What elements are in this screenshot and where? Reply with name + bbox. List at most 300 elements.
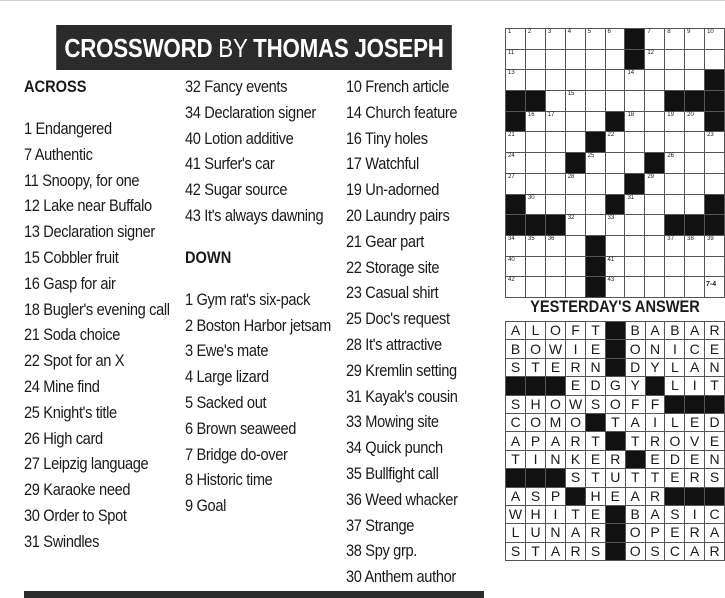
cell-number: 41 bbox=[607, 256, 615, 263]
answer-letter: A bbox=[705, 524, 725, 542]
grid-cell bbox=[525, 173, 545, 194]
grid-cell bbox=[585, 29, 605, 50]
cell-number: 1 bbox=[508, 29, 512, 35]
grid-cell bbox=[525, 111, 545, 132]
grid-block bbox=[685, 215, 705, 236]
grid-cell bbox=[665, 235, 685, 256]
answer-letter: T bbox=[506, 450, 526, 468]
grid-cell bbox=[506, 235, 526, 256]
grid-cell bbox=[585, 173, 605, 194]
answer-letter: T bbox=[566, 505, 586, 523]
answer-letter: A bbox=[645, 505, 665, 523]
answer-block bbox=[645, 377, 665, 395]
grid-cell bbox=[525, 194, 545, 215]
grid-cell bbox=[545, 111, 565, 132]
grid-cell bbox=[605, 91, 625, 112]
grid-cell bbox=[685, 173, 705, 194]
answer-letter: E bbox=[586, 505, 606, 523]
grid-cell bbox=[565, 70, 585, 91]
clue: 18 Bugler's evening call bbox=[24, 299, 170, 319]
cell-number: 8 bbox=[667, 29, 671, 35]
cell-number: 21 bbox=[508, 132, 515, 139]
grid-cell bbox=[645, 70, 665, 91]
clue: 31 Swindles bbox=[24, 531, 100, 551]
answer-letter: F bbox=[645, 395, 665, 413]
clue: 9 Goal bbox=[185, 496, 227, 516]
grid-cell bbox=[506, 132, 526, 153]
answer-block bbox=[625, 450, 645, 468]
answer-block bbox=[665, 395, 685, 413]
grid-cell bbox=[645, 111, 665, 132]
grid-block bbox=[705, 215, 725, 236]
clue: 42 Sugar source bbox=[185, 180, 288, 200]
grid-cell bbox=[525, 29, 545, 50]
grid-cell bbox=[605, 153, 625, 174]
answer-letter: E bbox=[566, 377, 586, 395]
answer-letter: V bbox=[685, 432, 705, 450]
cell-number: 14 bbox=[627, 70, 635, 77]
grid-block bbox=[506, 194, 526, 215]
answer-letter: I bbox=[645, 413, 665, 431]
clues-column-3 bbox=[346, 74, 482, 590]
down-heading: DOWN bbox=[185, 247, 232, 267]
answer-letter: T bbox=[586, 432, 606, 450]
answer-letter: A bbox=[545, 542, 565, 560]
header-title: CROSSWORD bbox=[64, 33, 213, 63]
header-by: BY bbox=[212, 33, 254, 63]
clue: 4 Large lizard bbox=[185, 367, 269, 387]
answer-block bbox=[685, 395, 705, 413]
answer-letter: K bbox=[566, 450, 586, 468]
grid-cell bbox=[565, 215, 585, 236]
grid-cell bbox=[605, 173, 625, 194]
answer-block bbox=[605, 358, 625, 376]
clue: 25 Knight's title bbox=[24, 402, 117, 422]
grid-cell bbox=[685, 49, 705, 70]
grid-cell bbox=[685, 132, 705, 153]
answer-letter: O bbox=[665, 432, 685, 450]
grid-cell bbox=[645, 235, 665, 256]
grid-cell bbox=[525, 70, 545, 91]
answer-letter: S bbox=[586, 395, 606, 413]
grid-cell bbox=[705, 132, 725, 153]
answer-letter: I bbox=[685, 505, 705, 523]
grid-cell bbox=[625, 277, 645, 298]
answer-letter: A bbox=[685, 542, 705, 560]
clue: 21 Gear part bbox=[346, 231, 424, 251]
answer-letter: A bbox=[685, 358, 705, 376]
cell-number: 20 bbox=[687, 111, 694, 118]
answer-block bbox=[685, 487, 705, 505]
grid-cell bbox=[625, 215, 645, 236]
clue: 27 Leipzig language bbox=[24, 454, 149, 474]
grid-cell bbox=[545, 91, 565, 112]
clue: 29 Kremlin setting bbox=[346, 360, 457, 380]
grid-cell bbox=[665, 173, 685, 194]
clue: 1 Endangered bbox=[24, 119, 112, 138]
cell-number: 27 bbox=[508, 173, 515, 180]
answer-letter: L bbox=[526, 322, 546, 340]
cell-number: 37 bbox=[667, 235, 674, 242]
answer-block bbox=[605, 340, 625, 358]
cell-number: 34 bbox=[508, 235, 515, 242]
grid-cell bbox=[545, 70, 565, 91]
answer-letter: C bbox=[506, 413, 526, 431]
cell-number: 23 bbox=[707, 132, 714, 139]
answer-letter: S bbox=[586, 542, 606, 560]
answer-letter: R bbox=[705, 322, 725, 340]
grid-cell bbox=[506, 49, 526, 70]
grid-cell bbox=[545, 132, 565, 153]
answer-block bbox=[526, 469, 546, 487]
clue: 10 French article bbox=[346, 77, 450, 96]
answer-letter: H bbox=[526, 505, 546, 523]
answer-letter: S bbox=[506, 358, 526, 376]
grid-cell bbox=[585, 49, 605, 70]
answer-letter: S bbox=[506, 542, 526, 560]
clue: 15 Cobbler fruit bbox=[24, 247, 119, 267]
clue: 5 Sacked out bbox=[185, 392, 267, 412]
grid-cell bbox=[585, 215, 605, 236]
answer-block bbox=[705, 487, 725, 505]
grid-cell bbox=[685, 111, 705, 132]
cell-number: 18 bbox=[627, 111, 635, 118]
answer-letter: A bbox=[645, 322, 665, 340]
answer-letter: N bbox=[705, 358, 725, 376]
answer-letter: R bbox=[586, 524, 606, 542]
grid-cell bbox=[545, 235, 565, 256]
grid-cell bbox=[565, 49, 585, 70]
answer-letter: E bbox=[665, 469, 685, 487]
answer-letter: D bbox=[586, 377, 606, 395]
answer-letter: C bbox=[685, 340, 705, 358]
grid-cell bbox=[645, 132, 665, 153]
answer-letter: E bbox=[705, 432, 725, 450]
answer-letter: O bbox=[526, 340, 546, 358]
answer-letter: U bbox=[605, 469, 625, 487]
clue: 17 Watchful bbox=[346, 154, 419, 174]
answer-letter: E bbox=[586, 340, 606, 358]
answer-letter: R bbox=[645, 432, 665, 450]
answer-letter: R bbox=[566, 432, 586, 450]
clue: 34 Quick punch bbox=[346, 438, 443, 458]
answer-letter: S bbox=[506, 395, 526, 413]
grid-cell bbox=[685, 153, 705, 174]
grid-cell bbox=[625, 111, 645, 132]
grid-cell bbox=[605, 277, 625, 298]
clue: 37 Strange bbox=[346, 515, 415, 535]
cell-number: 9 bbox=[687, 29, 691, 35]
clue: 25 Doc's request bbox=[346, 309, 450, 329]
answer-letter: U bbox=[526, 524, 546, 542]
cell-number: 38 bbox=[687, 235, 694, 242]
answer-letter: G bbox=[605, 377, 625, 395]
cell-number: 26 bbox=[667, 153, 674, 160]
answer-letter: A bbox=[625, 413, 645, 431]
answer-letter: H bbox=[526, 395, 546, 413]
answer-letter: R bbox=[566, 542, 586, 560]
cell-number: 7 bbox=[647, 29, 651, 35]
top-divider bbox=[0, 0, 725, 1]
answer-letter: E bbox=[685, 413, 705, 431]
grid-cell bbox=[645, 256, 665, 277]
crossword-grid bbox=[505, 28, 725, 298]
grid-cell bbox=[665, 70, 685, 91]
grid-cell bbox=[685, 277, 705, 298]
answer-letter: T bbox=[526, 358, 546, 376]
grid-cell bbox=[665, 29, 685, 50]
answer-letter: A bbox=[625, 487, 645, 505]
grid-cell bbox=[565, 173, 585, 194]
grid-cell bbox=[605, 215, 625, 236]
grid-cell bbox=[625, 153, 645, 174]
grid-cell bbox=[605, 29, 625, 50]
cell-number: 5 bbox=[587, 29, 591, 35]
grid-block bbox=[665, 91, 685, 112]
grid-cell bbox=[665, 111, 685, 132]
answer-letter: E bbox=[605, 487, 625, 505]
grid-block bbox=[705, 111, 725, 132]
answer-block bbox=[705, 395, 725, 413]
answer-letter: T bbox=[625, 432, 645, 450]
grid-block bbox=[506, 111, 526, 132]
cell-number: 32 bbox=[567, 215, 575, 222]
answer-letter: N bbox=[545, 450, 565, 468]
clue: 16 Tiny holes bbox=[346, 128, 428, 148]
grid-cell bbox=[605, 132, 625, 153]
clue: 41 Surfer's car bbox=[185, 154, 275, 174]
grid-cell bbox=[685, 29, 705, 50]
clue: 23 Casual shirt bbox=[346, 283, 439, 303]
answer-letter: I bbox=[685, 377, 705, 395]
grid-block bbox=[585, 132, 605, 153]
clues-column-2 bbox=[185, 74, 337, 519]
grid-cell bbox=[525, 49, 545, 70]
cell-number: 39 bbox=[707, 235, 714, 242]
grid-cell bbox=[565, 256, 585, 277]
grid-block bbox=[705, 194, 725, 215]
cell-number: 43 bbox=[607, 277, 615, 284]
grid-cell bbox=[645, 49, 665, 70]
answer-letter: R bbox=[605, 450, 625, 468]
grid-cell bbox=[506, 256, 526, 277]
clue: 7 Bridge do-over bbox=[185, 444, 288, 464]
cell-number: 12 bbox=[647, 49, 655, 56]
answer-block bbox=[605, 524, 625, 542]
grid-cell bbox=[645, 29, 665, 50]
answer-letter: L bbox=[665, 413, 685, 431]
clue: 16 Gasp for air bbox=[24, 273, 116, 293]
answer-letter: T bbox=[586, 322, 606, 340]
grid-block bbox=[506, 215, 526, 236]
answer-letter: E bbox=[705, 340, 725, 358]
grid-block bbox=[525, 215, 545, 236]
answer-letter: W bbox=[566, 395, 586, 413]
clue: 40 Lotion additive bbox=[185, 128, 294, 148]
grid-cell bbox=[565, 194, 585, 215]
grid-cell bbox=[665, 153, 685, 174]
grid-cell bbox=[625, 70, 645, 91]
answer-letter: B bbox=[625, 322, 645, 340]
clue: 11 Snoopy, for one bbox=[24, 170, 140, 190]
grid-cell bbox=[625, 235, 645, 256]
answer-letter: O bbox=[545, 395, 565, 413]
answer-letter: N bbox=[586, 358, 606, 376]
clue: 36 Weed whacker bbox=[346, 489, 458, 509]
answer-letter: O bbox=[625, 542, 645, 560]
clue: 38 Spy grp. bbox=[346, 541, 417, 561]
grid-block bbox=[525, 91, 545, 112]
answer-letter: I bbox=[545, 505, 565, 523]
grid-block bbox=[605, 111, 625, 132]
clue: 8 Historic time bbox=[185, 470, 273, 490]
answer-letter: T bbox=[645, 469, 665, 487]
answer-letter: O bbox=[625, 340, 645, 358]
answer-letter: I bbox=[566, 340, 586, 358]
answer-letter: B bbox=[625, 505, 645, 523]
answer-letter: L bbox=[665, 358, 685, 376]
clue: 33 Mowing site bbox=[346, 412, 439, 432]
grid-cell bbox=[525, 277, 545, 298]
answer-letter: W bbox=[545, 340, 565, 358]
clue: 34 Declaration signer bbox=[185, 102, 316, 122]
grid-cell bbox=[605, 49, 625, 70]
grid-cell bbox=[506, 173, 526, 194]
cell-number: 29 bbox=[647, 173, 655, 180]
cell-number: 42 bbox=[508, 277, 515, 284]
answer-letter: O bbox=[566, 413, 586, 431]
clue: 30 Order to Spot bbox=[24, 505, 127, 525]
grid-block bbox=[585, 277, 605, 298]
grid-cell bbox=[506, 277, 526, 298]
clue: 26 High card bbox=[24, 428, 103, 448]
grid-block bbox=[506, 91, 526, 112]
grid-block bbox=[685, 91, 705, 112]
cell-number: 35 bbox=[527, 235, 535, 242]
answer-letter: P bbox=[526, 432, 546, 450]
answer-letter: D bbox=[665, 450, 685, 468]
grid-cell bbox=[525, 256, 545, 277]
answer-letter: B bbox=[506, 340, 526, 358]
clue: 28 It's attractive bbox=[346, 334, 442, 354]
cell-number: 19 bbox=[667, 111, 674, 118]
cell-number: 4 bbox=[567, 29, 572, 35]
answer-letter: N bbox=[545, 524, 565, 542]
answer-letter: S bbox=[665, 505, 685, 523]
answer-block bbox=[545, 469, 565, 487]
clue: 3 Ewe's mate bbox=[185, 341, 269, 361]
clue: 32 Fancy events bbox=[185, 77, 288, 96]
clue: 22 Spot for an X bbox=[24, 351, 125, 371]
answer-letter: A bbox=[506, 487, 526, 505]
grid-cell bbox=[605, 256, 625, 277]
grid-cell bbox=[506, 29, 526, 50]
clue: 2 Boston Harbor jetsam bbox=[185, 315, 332, 335]
grid-cell bbox=[585, 153, 605, 174]
cell-number: 3 bbox=[547, 29, 552, 35]
answer-letter: N bbox=[645, 340, 665, 358]
answer-letter: F bbox=[566, 322, 586, 340]
answer-letter: L bbox=[665, 377, 685, 395]
grid-block bbox=[585, 256, 605, 277]
clue: 1 Gym rat's six-pack bbox=[185, 289, 311, 309]
grid-cell bbox=[705, 173, 725, 194]
across-heading: ACROSS bbox=[24, 77, 87, 96]
answer-block bbox=[665, 487, 685, 505]
grid-cell bbox=[705, 256, 725, 277]
clue: 7 Authentic bbox=[24, 144, 93, 164]
grid-cell bbox=[585, 91, 605, 112]
grid-cell bbox=[665, 49, 685, 70]
grid-block bbox=[625, 49, 645, 70]
answer-letter: R bbox=[645, 487, 665, 505]
grid-block bbox=[665, 215, 685, 236]
answer-block bbox=[605, 322, 625, 340]
grid-cell bbox=[545, 194, 565, 215]
grid-cell bbox=[665, 132, 685, 153]
clue: 13 Declaration signer bbox=[24, 222, 155, 242]
answer-letter: R bbox=[566, 358, 586, 376]
answer-letter: E bbox=[665, 524, 685, 542]
clues-column-1 bbox=[24, 74, 176, 555]
grid-cell bbox=[645, 194, 665, 215]
grid-cell bbox=[625, 91, 645, 112]
grid-cell bbox=[565, 91, 585, 112]
answer-letter: C bbox=[705, 505, 725, 523]
answer-letter: R bbox=[685, 524, 705, 542]
answer-letter: S bbox=[566, 469, 586, 487]
grid-cell bbox=[705, 49, 725, 70]
grid-cell bbox=[605, 235, 625, 256]
answer-block bbox=[526, 377, 546, 395]
cell-number: 24 bbox=[508, 153, 515, 160]
grid-cell bbox=[625, 256, 645, 277]
grid-cell bbox=[605, 70, 625, 91]
puzzle-header bbox=[56, 25, 452, 70]
grid-cell bbox=[545, 277, 565, 298]
answer-letter: D bbox=[705, 413, 725, 431]
grid-cell bbox=[585, 194, 605, 215]
cell-number: 33 bbox=[607, 215, 615, 222]
answer-letter: N bbox=[705, 450, 725, 468]
grid-cell bbox=[685, 70, 705, 91]
grid-cell bbox=[506, 70, 526, 91]
answer-letter: S bbox=[526, 487, 546, 505]
grid-block bbox=[625, 29, 645, 50]
grid-cell bbox=[625, 194, 645, 215]
cell-number: 13 bbox=[508, 70, 515, 77]
clue: 31 Kayak's cousin bbox=[346, 386, 458, 406]
cell-number: 36 bbox=[547, 235, 555, 242]
grid-cell bbox=[705, 29, 725, 50]
grid-block bbox=[605, 194, 625, 215]
cell-number: 22 bbox=[607, 132, 615, 139]
answer-block bbox=[605, 432, 625, 450]
answer-letter: E bbox=[685, 450, 705, 468]
answer-letter: E bbox=[586, 450, 606, 468]
answer-letter: C bbox=[665, 542, 685, 560]
answer-letter: E bbox=[545, 358, 565, 376]
grid-cell bbox=[525, 153, 545, 174]
clue: 21 Soda choice bbox=[24, 325, 120, 345]
clue: 29 Karaoke need bbox=[24, 480, 131, 500]
grid-cell bbox=[545, 256, 565, 277]
answer-letter: T bbox=[705, 377, 725, 395]
cell-number: 2 bbox=[527, 29, 532, 35]
puzzle-date: 7-4 bbox=[706, 281, 717, 288]
clue: 24 Mine find bbox=[24, 376, 100, 396]
grid-block bbox=[705, 91, 725, 112]
